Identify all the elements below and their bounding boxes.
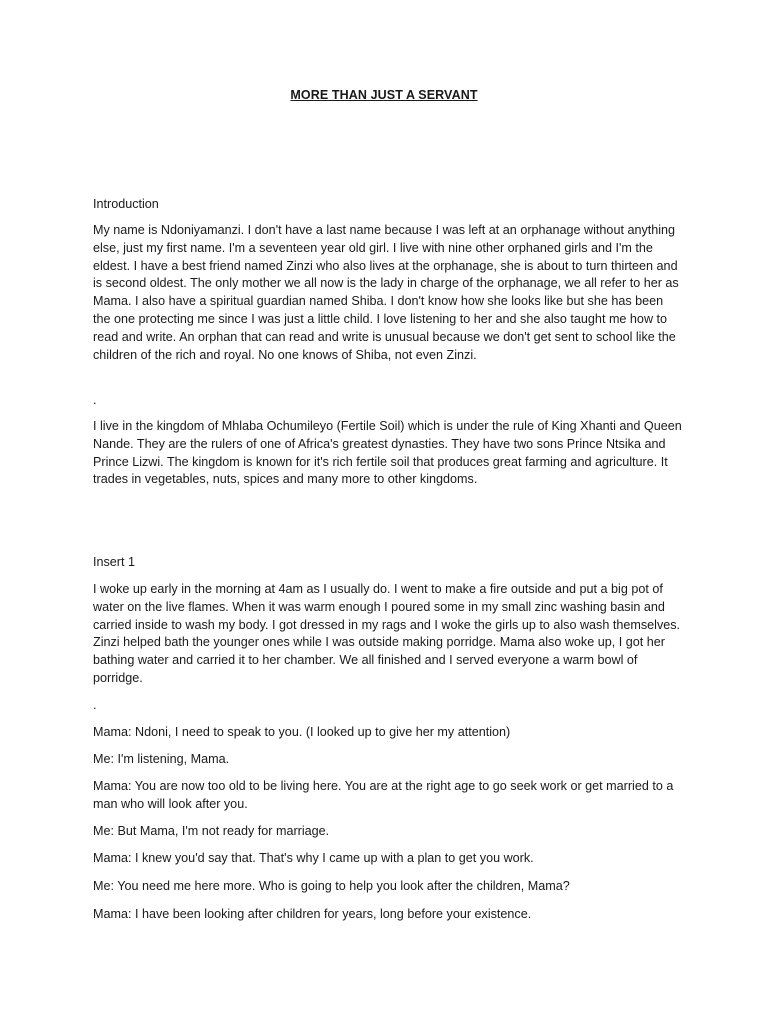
dialogue-line: Mama: You are now too old to be living here. You are at the right age to go seek work or get married to a man who will look after you. — [93, 779, 674, 811]
dialogue-line: Mama: I knew you'd say that. That's why I came up with a plan to get you work. — [93, 851, 534, 865]
document-title: MORE THAN JUST A SERVANT — [290, 88, 478, 102]
intro-paragraph-2: I live in the kingdom of Mhlaba Ochumileyo (Fertile Soil) which is under the rule of King Xhanti and Queen Nande. They are the rulers of one of Africa's greatest dynasties. They have two sons Prince Ntsika and Prince Lizwi. The kingdom is known for it's rich fertile soil that produces great farming and agriculture. It trades in vegetables, nuts, spices and many more to other kingdoms. — [93, 419, 682, 487]
separator-dot-2: . — [93, 698, 97, 712]
dialogue-line: Mama: I have been looking after children for years, long before your existence. — [93, 907, 532, 921]
dialogue-line: Me: You need me here more. Who is going to help you look after the children, Mama? — [93, 879, 570, 893]
dialogue-line: Mama: Ndoni, I need to speak to you. (I looked up to give her my attention) — [93, 725, 511, 739]
insert-heading: Insert 1 — [93, 555, 135, 569]
separator-dot-1: . — [93, 393, 97, 407]
intro-paragraph-1: My name is Ndoniyamanzi. I don't have a last name because I was left at an orphanage without anything else, just my first name. I'm a seventeen year old girl. I live with nine other orphaned girls and I'm the eldest. I have a best friend named Zinzi who also lives at the orphanage, she is about to turn thirteen and is second oldest. The only mother we all now is the lady in charge of the orphanage, we all refer to her as Mama. I also have a spiritual guardian named Shiba. I don't know how she looks like but she has been the one protecting me since I was just a little child. I love listening to her and she also taught me how to read and write. An orphan that can read and write is unusual because we don't get sent to school like the children of the rich and royal. No one knows of Shiba, not even Zinzi. — [93, 223, 679, 362]
introduction-heading: Introduction — [93, 197, 159, 211]
insert-paragraph-1: I woke up early in the morning at 4am as I usually do. I went to make a fire outside and put a big pot of water on the live flames. When it was warm enough I poured some in my small zinc washing basin and carried inside to wash my body. I got dressed in my rags and I woke the girls up to also wash themselves. Zinzi helped bath the younger ones while I was outside making porridge. Mama also woke up, I got her bathing water and carried it to her chamber. We all finished and I served everyone a warm bowl of porridge. — [93, 582, 681, 685]
dialogue-line: Me: I'm listening, Mama. — [93, 752, 230, 766]
dialogue-line: Me: But Mama, I'm not ready for marriage. — [93, 824, 330, 838]
